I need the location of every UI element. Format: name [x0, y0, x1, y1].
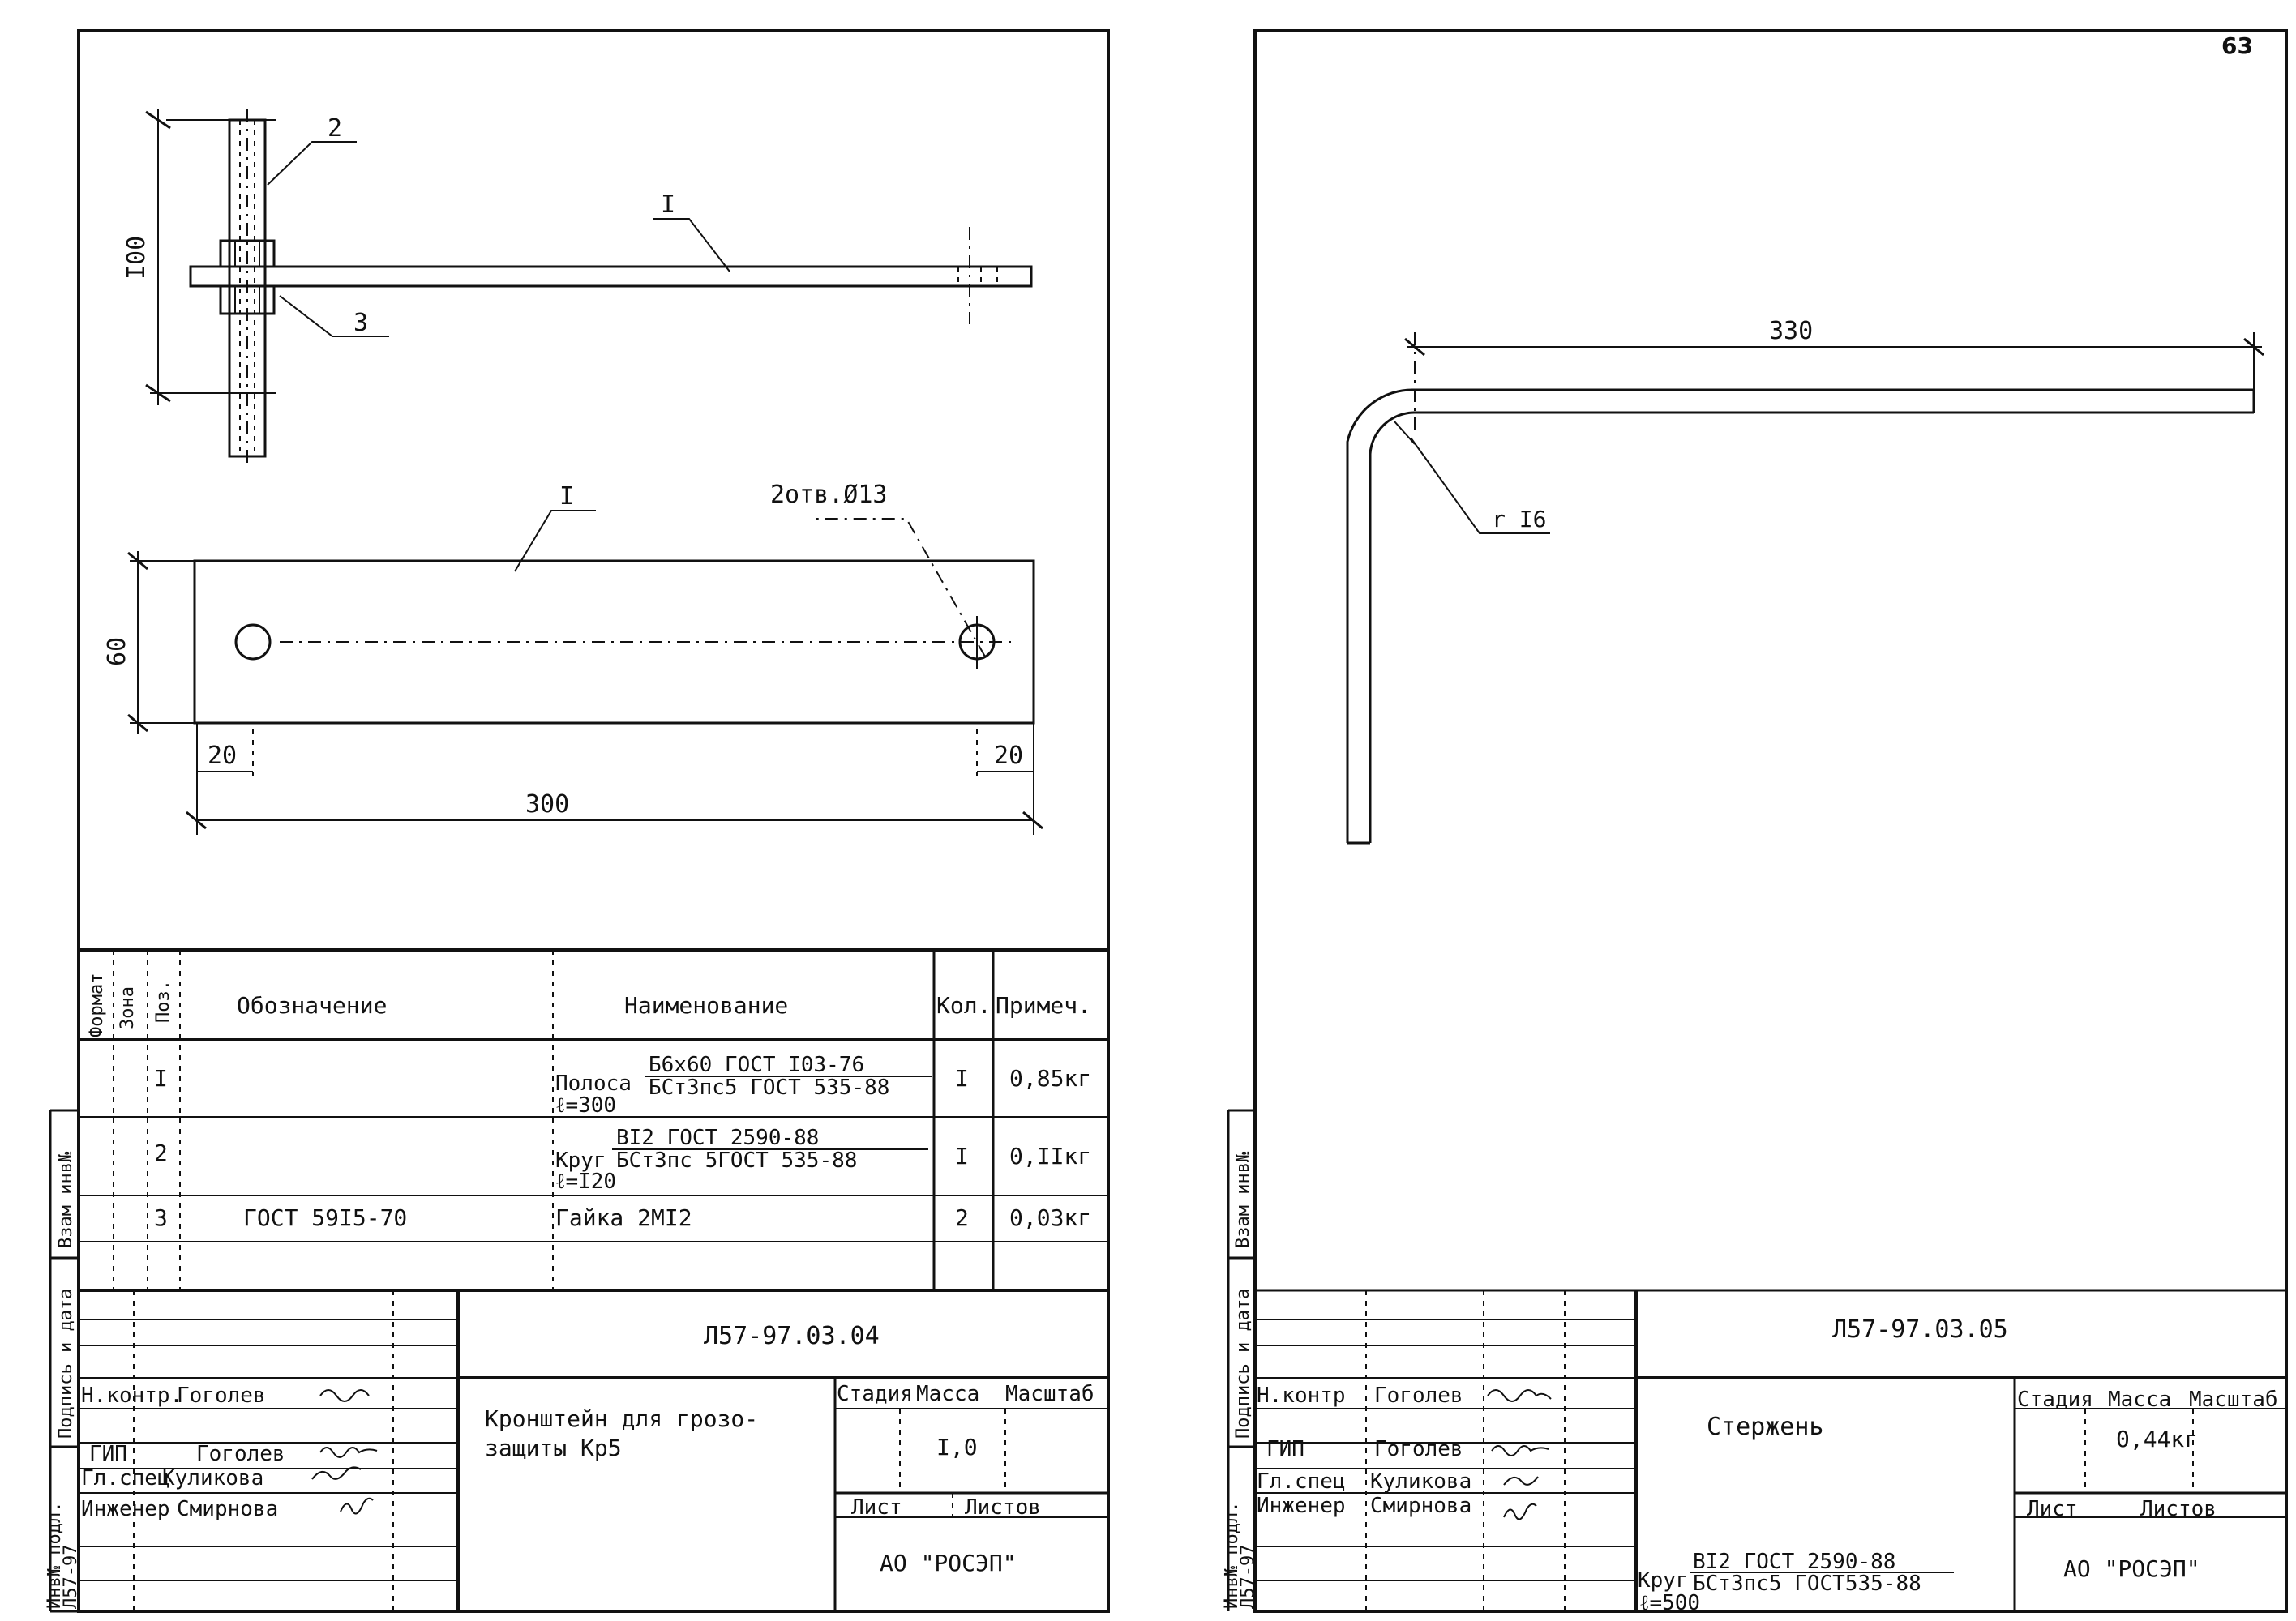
callout-strip-plan: I — [559, 482, 575, 511]
left-mass-value: I,0 — [936, 1434, 978, 1461]
hole-left — [236, 625, 270, 659]
spec-row-1 — [154, 1053, 1091, 1118]
strip-side — [191, 267, 1031, 286]
row1-name-top: Б6х60 ГОСТ I03-76 — [649, 1053, 865, 1077]
header-format: Формат — [87, 973, 107, 1037]
page-number: 63 — [2221, 32, 2253, 59]
right-name-3: Куликова — [1370, 1469, 1472, 1494]
row1-pos: I — [154, 1065, 168, 1092]
row1-qty: I — [955, 1065, 969, 1092]
header-note: Примеч. — [996, 992, 1092, 1019]
left-scale-label: Масштаб — [1005, 1382, 1094, 1406]
bracket-side-view — [122, 109, 1031, 466]
rod-radius-dimension: r I6 — [1492, 506, 1547, 532]
right-mass-label: Масса — [2108, 1388, 2172, 1412]
right-title: Стержень — [1707, 1413, 1824, 1441]
right-side-stamp — [1222, 1110, 1258, 1611]
left-role-1: Н.контр. — [81, 1384, 183, 1408]
left-name-2: Гоголев — [196, 1442, 285, 1466]
left-name-3: Куликова — [162, 1466, 264, 1491]
row2-name-extra: ℓ=I20 — [555, 1170, 617, 1194]
material-prefix: Круг — [1638, 1568, 1689, 1593]
left-sheet-label: Лист — [851, 1495, 902, 1520]
row1-note: 0,85кг — [1009, 1065, 1092, 1092]
left-role-4: Инженер — [81, 1497, 170, 1521]
right-sheet-frame — [1255, 31, 2286, 1611]
left-side-stamp — [45, 1110, 81, 1611]
height-dimension: I00 — [122, 235, 151, 280]
left-role-2: ГИП — [89, 1442, 127, 1466]
row2-name-bottom: БСт3пс 5ГОСТ 535-88 — [616, 1148, 858, 1173]
left-name-1: Гоголев — [177, 1384, 266, 1408]
signature-gogolev-2 — [320, 1448, 377, 1457]
right-scale-label: Масштаб — [2189, 1388, 2278, 1412]
stamp-podpis: Подпись и дата — [56, 1288, 76, 1439]
bent-rod — [1347, 317, 2264, 843]
signature-gogolev-1 — [320, 1390, 369, 1401]
left-role-3: Гл.спец — [81, 1466, 170, 1491]
right-role-4: Инженер — [1257, 1494, 1346, 1518]
row2-name-top: ВI2 ГОСТ 2590-88 — [616, 1126, 820, 1150]
row1-name-prefix: Полоса — [555, 1071, 632, 1096]
right-stamp-podpis: Подпись и дата — [1233, 1288, 1253, 1439]
callout-strip-side: I — [661, 190, 676, 219]
row3-designation: ГОСТ 59I5-70 — [243, 1204, 408, 1231]
header-zone: Зона — [118, 986, 138, 1029]
spec-row-3 — [154, 1204, 1091, 1231]
right-role-1: Н.контр — [1257, 1384, 1346, 1408]
right-signature-gogolev-1 — [1488, 1390, 1551, 1401]
left-title-line2: защиты Кр5 — [485, 1435, 622, 1461]
right-signature-smirnova — [1504, 1504, 1536, 1520]
header-pos: Поз. — [153, 980, 173, 1023]
rod-length-dimension: 330 — [1769, 317, 1814, 345]
right-sheets-label: Листов — [2140, 1497, 2217, 1521]
right-stamp-code: Л57-97 — [1238, 1544, 1258, 1609]
material-bottom: БСт3пс5 ГОСТ535-88 — [1693, 1572, 1921, 1596]
edge-dimension-left: 20 — [208, 742, 238, 770]
callout-nut: 3 — [353, 309, 369, 337]
left-doc-code: Л57-97.03.04 — [704, 1322, 880, 1350]
left-stage-label: Стадия — [837, 1382, 913, 1406]
left-drawing-sheet — [0, 0, 1135, 1621]
row2-note: 0,IIкг — [1009, 1143, 1092, 1170]
right-name-1: Гоголев — [1374, 1384, 1463, 1408]
row1-name-extra: ℓ=300 — [555, 1093, 617, 1118]
row3-name: Гайка 2МI2 — [555, 1204, 692, 1231]
stamp-code: Л57-97 — [61, 1544, 81, 1609]
right-drawing-sheet — [1135, 0, 2296, 1621]
left-title-line1: Кронштейн для грозо- — [485, 1405, 759, 1432]
row1-name-bottom: БСт3пс5 ГОСТ 535-88 — [649, 1076, 890, 1100]
width-dimension: 60 — [103, 636, 131, 666]
right-name-2: Гоголев — [1374, 1437, 1463, 1461]
row3-qty: 2 — [955, 1204, 969, 1231]
right-signature-gogolev-2 — [1492, 1446, 1549, 1456]
stamp-inv: Инв№ подл. — [45, 1501, 65, 1609]
spec-row-2 — [154, 1126, 1091, 1194]
row2-name-prefix: Круг — [555, 1148, 606, 1173]
header-designation: Обозначение — [237, 992, 388, 1019]
row2-qty: I — [955, 1143, 969, 1170]
row3-pos: 3 — [154, 1204, 168, 1231]
right-stage-label: Стадия — [2017, 1388, 2093, 1412]
right-signature-kulikova — [1504, 1477, 1538, 1485]
signature-smirnova — [341, 1499, 373, 1514]
left-org: АО "РОСЭП" — [880, 1550, 1017, 1576]
material-length: ℓ=500 — [1639, 1591, 1701, 1615]
left-sheets-label: Листов — [965, 1495, 1041, 1520]
left-name-4: Смирнова — [177, 1497, 279, 1521]
right-name-4: Смирнова — [1370, 1494, 1472, 1518]
header-qty: Кол. — [936, 992, 992, 1019]
stamp-vzam: Взам инв№ — [56, 1151, 76, 1248]
callout-bolt: 2 — [328, 114, 343, 143]
spec-table — [79, 950, 1108, 1290]
right-title-block — [1255, 1290, 2286, 1615]
row2-pos: 2 — [154, 1140, 168, 1166]
right-stamp-inv: Инв№ подл. — [1222, 1501, 1242, 1609]
right-role-2: ГИП — [1266, 1437, 1304, 1461]
left-title-block — [79, 1290, 1108, 1611]
edge-dimension-right: 20 — [994, 742, 1024, 770]
right-org: АО "РОСЭП" — [2063, 1555, 2200, 1582]
right-sheet-label: Лист — [2027, 1497, 2078, 1521]
header-name: Наименование — [624, 992, 789, 1019]
material-top: ВI2 ГОСТ 2590-88 — [1693, 1550, 1896, 1574]
right-role-3: Гл.спец — [1257, 1469, 1346, 1494]
right-doc-code: Л57-97.03.05 — [1832, 1315, 2008, 1344]
length-dimension: 300 — [525, 790, 570, 819]
strip-plan-view — [103, 481, 1043, 835]
holes-label: 2отв.Ø13 — [770, 481, 888, 509]
right-stamp-vzam: Взам инв№ — [1233, 1151, 1253, 1248]
row3-note: 0,03кг — [1009, 1204, 1092, 1231]
left-mass-label: Масса — [916, 1382, 980, 1406]
right-mass-value: 0,44кг — [2116, 1426, 2199, 1452]
